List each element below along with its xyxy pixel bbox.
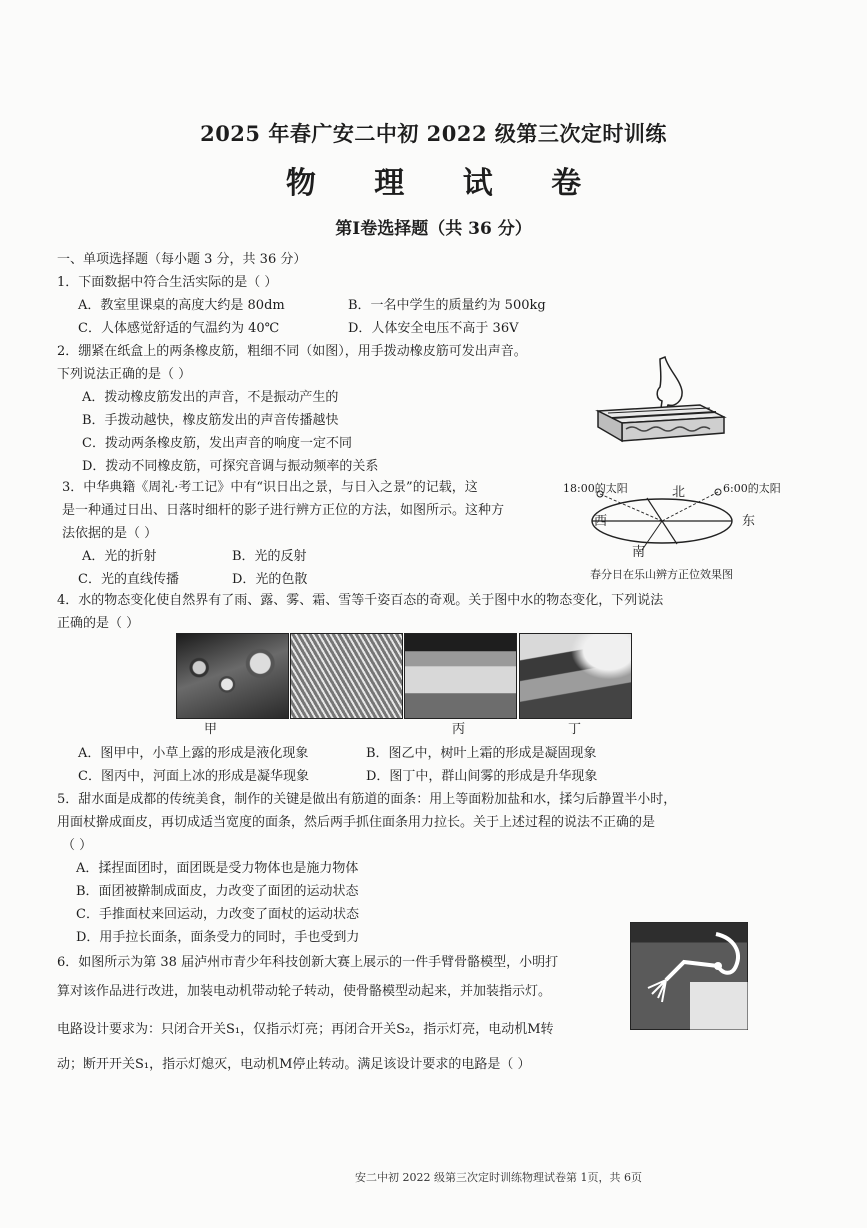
q3-option-d: D．光的色散 <box>232 572 308 587</box>
q1-stem: 1．下面数据中符合生活实际的是（ ） <box>57 275 278 290</box>
sun-0600-label: 6:00的太阳 <box>723 482 781 495</box>
west-label: 西 <box>594 514 608 529</box>
sun-1800-label: 18:00的太阳 <box>563 482 628 495</box>
q3-stem-line2: 是一种通过日出、日落时细杆的影子进行辨方正位的方法，如图所示。这种方 <box>62 503 505 518</box>
q2-option-c: C．拨动两条橡皮筋，发出声音的响度一定不同 <box>82 436 352 451</box>
q2-stem-line2: 下列说法正确的是（ ） <box>57 367 192 382</box>
q5-stem-line1: 5．甜水面是成都的传统美食，制作的关键是做出有筋道的面条：用上等面粉加盐和水，揉匀后静置半小时， <box>57 792 677 807</box>
q2-option-a: A．拨动橡皮筋发出的声音，不是振动产生的 <box>82 390 339 405</box>
q1-option-b: B．一名中学生的质量约为 500kg <box>348 298 546 313</box>
photo-label-bing: 丙 <box>452 722 466 737</box>
rubber-band-box-figure <box>590 355 730 450</box>
q3-option-c: C．光的直线传播 <box>78 572 179 587</box>
photo-ding-fog-mountains <box>519 633 632 719</box>
q4-stem-line1: 4．水的物态变化使自然界有了雨、露、雾、霜、雪等千姿百态的奇观。关于图中水的物态变化，下列说法 <box>57 593 664 608</box>
q4-stem-line2: 正确的是（ ） <box>57 616 140 631</box>
page-footer: 安二中初 2022 级第三次定时训练物理试卷第 1页，共 6页 <box>355 1171 642 1184</box>
q1-option-a: A．教室里课桌的高度大约是 80dm <box>78 298 285 313</box>
q1-option-c: C．人体感觉舒适的气温约为 40℃ <box>78 321 280 336</box>
q6-stem-line2: 算对该作品进行改进，加装电动机带动轮子转动，使骨骼模型动起来，并加装指示灯。 <box>57 984 552 999</box>
q5-option-d: D．用手拉长面条，面条受力的同时，手也受到力 <box>76 930 360 945</box>
q6-stem-line1: 6．如图所示为第 38 届泸州市青少年科技创新大赛上展示的一件手臂骨骼模型，小明打 <box>57 955 559 970</box>
q2-option-b: B．手拨动越快，橡皮筋发出的声音传播越快 <box>82 413 339 428</box>
q5-option-a: A．揉捏面团时，面团既是受力物体也是施力物体 <box>76 861 359 876</box>
sun-figure-caption: 春分日在乐山辨方正位效果图 <box>590 568 733 581</box>
north-label: 北 <box>672 485 686 500</box>
arm-skeleton-model-photo <box>630 922 748 1030</box>
east-label: 东 <box>742 514 756 529</box>
exam-title: 2025 年春广安二中初 2022 级第三次定时训练 <box>200 121 667 146</box>
south-label: 南 <box>632 545 646 560</box>
q4-option-d: D．图丁中，群山间雾的形成是升华现象 <box>366 769 598 784</box>
photo-yi-frost-on-leaves <box>290 633 403 719</box>
photo-jia-dew-on-grass <box>176 633 289 719</box>
photo-bing-river-ice <box>404 633 517 719</box>
part1-heading: 一、单项选择题（每小题 3 分，共 36 分） <box>57 252 307 267</box>
q2-stem-line1: 2．绷紧在纸盒上的两条橡皮筋，粗细不同（如图），用手拨动橡皮筋可发出声音。 <box>57 344 527 359</box>
q1-option-d: D．人体安全电压不高于 36V <box>348 321 519 336</box>
section-title: 第Ⅰ卷选择题（共 36 分） <box>335 219 532 239</box>
q4-option-a: A．图甲中，小草上露的形成是液化现象 <box>78 746 309 761</box>
q3-option-a: A．光的折射 <box>82 549 157 564</box>
q5-stem-line2: 用面杖擀成面皮，再切成适当宽度的面条，然后两手抓住面条用力拉长。关于上述过程的说法不正确的是 <box>57 815 656 830</box>
q4-option-b: B．图乙中，树叶上霜的形成是凝固现象 <box>366 746 597 761</box>
q3-stem-line1: 3．中华典籍《周礼·考工记》中有“识日出之景，与日入之景”的记载，这 <box>62 480 478 495</box>
q5-option-b: B．面团被擀制成面皮，力改变了面团的运动状态 <box>76 884 359 899</box>
q6-stem-line4: 动；断开开关S₁，指示灯熄灭，电动机M停止转动。满足该设计要求的电路是（ ） <box>57 1057 531 1072</box>
q3-option-b: B．光的反射 <box>232 549 307 564</box>
photo-label-jia: 甲 <box>204 722 218 737</box>
q5-stem-line3: （ ） <box>62 838 93 853</box>
q6-stem-line3: 电路设计要求为：只闭合开关S₁，仅指示灯亮；再闭合开关S₂，指示灯亮，电动机M转 <box>57 1022 554 1037</box>
q3-stem-line3: 法依据的是（ ） <box>62 526 158 541</box>
photo-label-ding: 丁 <box>568 722 582 737</box>
subject-title: 物 理 试 卷 <box>285 166 606 201</box>
q4-option-c: C．图丙中，河面上冰的形成是凝华现象 <box>78 769 309 784</box>
q2-option-d: D．拨动不同橡皮筋，可探究音调与振动频率的关系 <box>82 459 379 474</box>
q5-option-c: C．手推面杖来回运动，力改变了面杖的运动状态 <box>76 907 359 922</box>
